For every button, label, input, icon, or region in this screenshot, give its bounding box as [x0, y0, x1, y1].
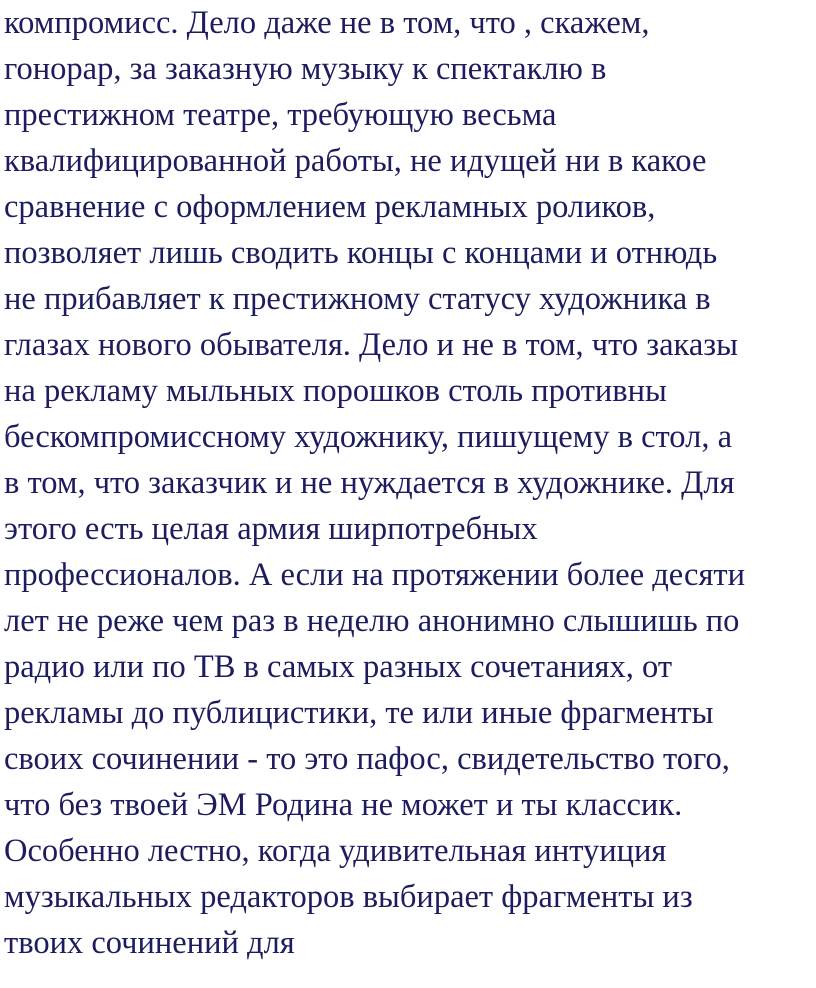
text-line: престижном театре, требующую весьма: [4, 97, 557, 133]
text-line: своих сочинении - то это пафос, свидетельство того,: [4, 741, 730, 777]
text-line: на рекламу мыльных порошков столь противны: [4, 373, 667, 409]
text-line: Особенно лестно, когда удивительная интуиция: [4, 833, 667, 869]
text-line: компромисс. Дело даже не в том, что , скажем,: [4, 5, 650, 41]
text-line: сравнение с оформлением рекламных роликов,: [4, 189, 656, 225]
body-text: [4, 0, 814, 966]
text-line: позволяет лишь сводить концы с концами и отнюдь: [4, 235, 718, 271]
text-line: профессионалов. А если на протяжении более десяти: [4, 557, 746, 593]
text-line: что без твоей ЭМ Родина не может и ты классик.: [4, 787, 683, 823]
text-line: твоих сочинений для: [4, 925, 295, 961]
text-line: бескомпромиссному художнику, пишущему в стол, а: [4, 419, 732, 455]
text-line: глазах нового обывателя. Дело и не в том, что заказы: [4, 327, 738, 363]
text-line: лет не реже чем раз в неделю анонимно слышишь по: [4, 603, 740, 639]
text-line: не прибавляет к престижному статусу художника в: [4, 281, 711, 317]
text-line: музыкальных редакторов выбирает фрагменты из: [4, 879, 693, 915]
text-line: квалифицированной работы, не идущей ни в какое: [4, 143, 707, 179]
text-line: этого есть целая армия ширпотребных: [4, 511, 538, 547]
text-line: в том, что заказчик и не нуждается в художнике. Для: [4, 465, 735, 501]
text-line: рекламы до публицистики, те или иные фрагменты: [4, 695, 714, 731]
text-line: радио или по ТВ в самых разных сочетаниях, от: [4, 649, 673, 685]
text-line: гонорар, за заказную музыку к спектаклю в: [4, 51, 607, 87]
